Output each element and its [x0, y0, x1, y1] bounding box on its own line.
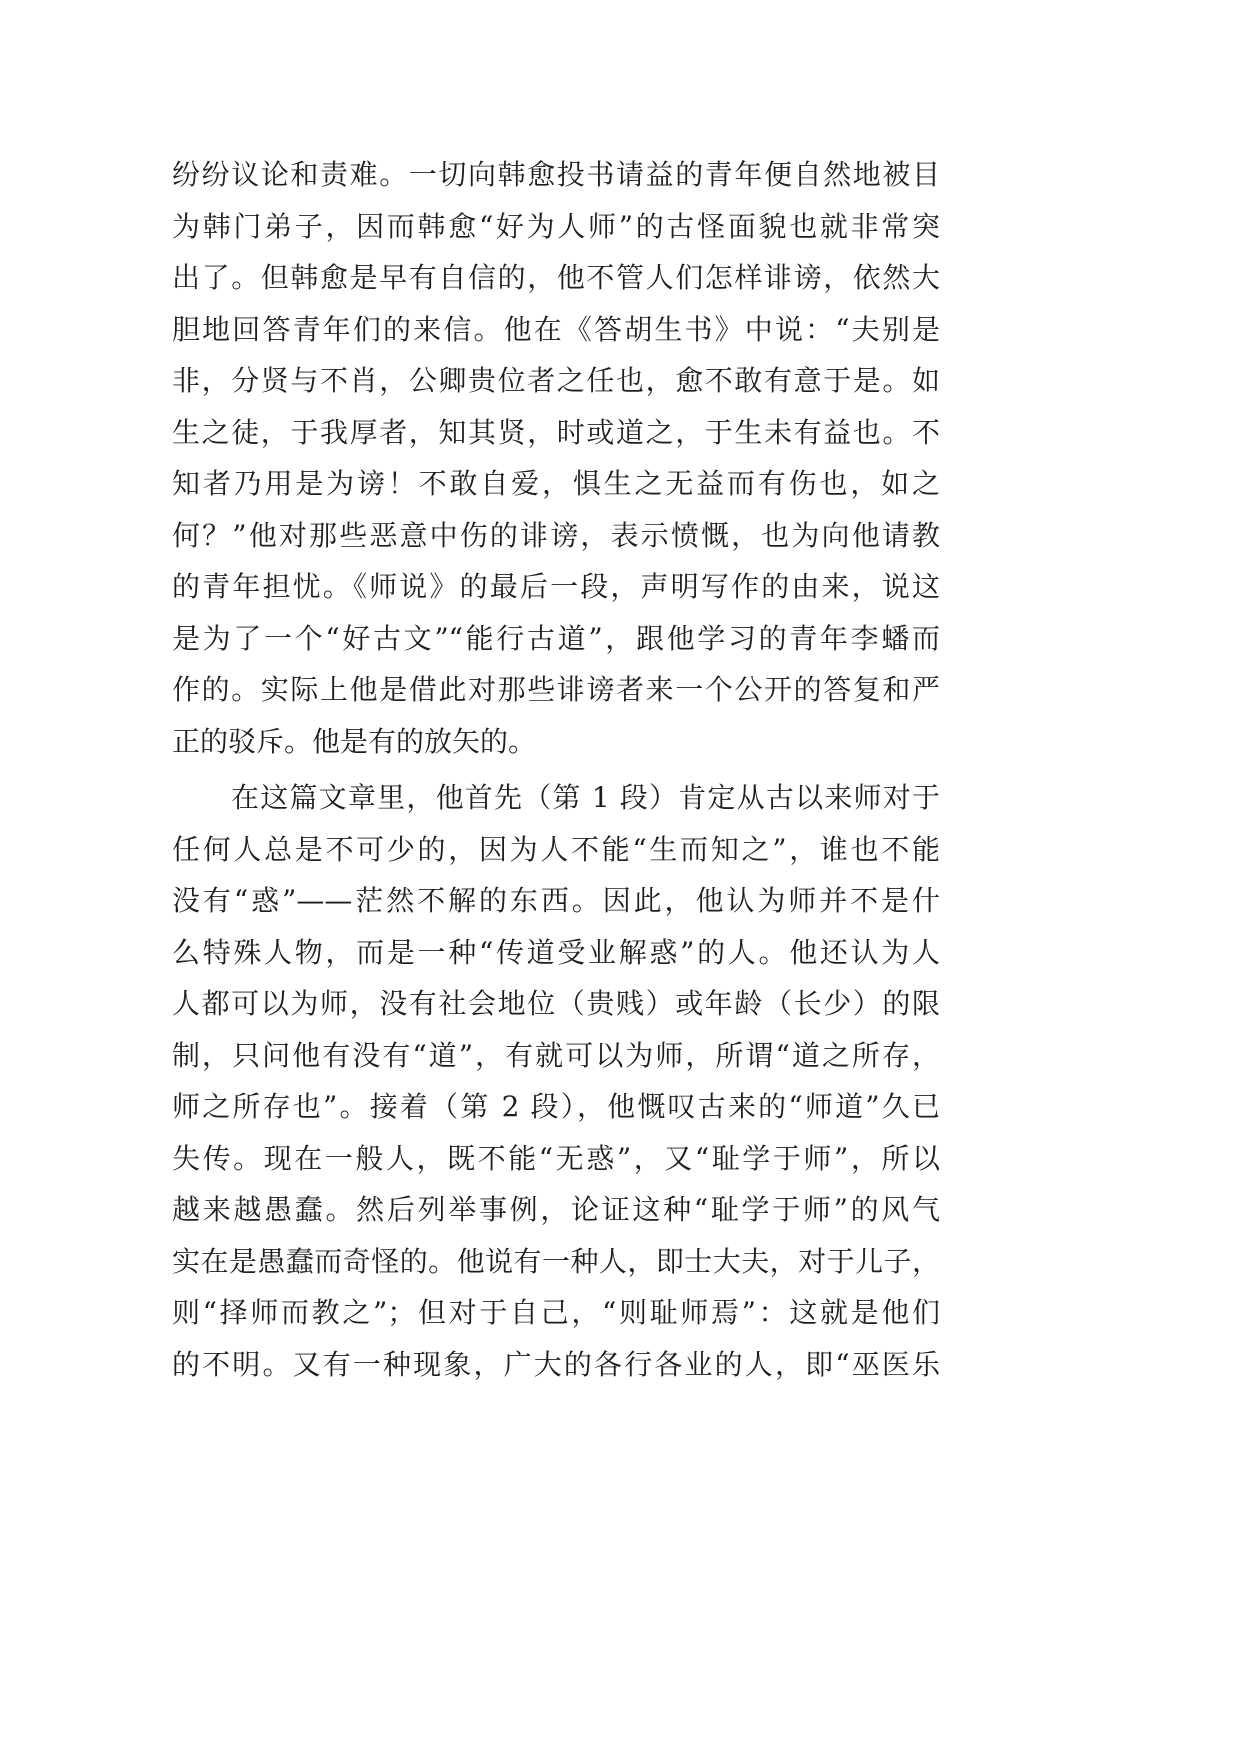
text-line: 没有“惑”——茫然不解的东西。因此，他认为师并不是什: [172, 884, 940, 917]
text-line: 失传。现在一般人，既不能“无惑”，又“耻学于师”，所以: [172, 1141, 940, 1175]
text-line: 知者乃用是为谤！不敢自爱，惧生之无益而有伤也，如之: [172, 467, 940, 500]
text-line: 胆地回答青年们的来信。他在《答胡生书》中说：“夫别是: [172, 312, 940, 346]
text-line: 师之所存也”。接着（第 2 段），他慨叹古来的“师道”久已: [172, 1090, 940, 1123]
text-line: 何？”他对那些恶意中伤的诽谤，表示愤慨，也为向他请教: [172, 518, 940, 552]
text-line: 实在是愚蠢而奇怪的。他说有一种人，即士大夫，对于儿子，: [172, 1244, 940, 1278]
text-line: 人都可以为师，没有社会地位（贵贱）或年龄（长少）的限: [172, 987, 940, 1020]
text-line: 非，分贤与不肖，公卿贵位者之任也，愈不敢有意于是。如: [172, 364, 940, 397]
text-line: 的青年担忧。《师说》的最后一段，声明写作的由来，说这: [172, 570, 940, 603]
text-line: 制，只问他有没有“道”，有就可以为师，所谓“道之所存，: [172, 1038, 940, 1072]
text-line: 是为了一个“好古文”“能行古道”，跟他学习的青年李蟠而: [172, 621, 940, 655]
text-line: 出了。但韩愈是早有自信的，他不管人们怎样诽谤，依然大: [172, 261, 940, 294]
paragraph: [172, 149, 940, 767]
paragraph: [172, 772, 940, 1390]
text-line: 在这篇文章里，他首先（第 1 段）肯定从古以来师对于: [231, 781, 940, 814]
text-line: 则“择师而教之”；但对于自己，“则耻师焉”：这就是他们: [172, 1296, 940, 1329]
text-line: 的不明。又有一种现象，广大的各行各业的人，即“巫医乐: [172, 1347, 940, 1381]
text-line: 生之徒，于我厚者，知其贤，时或道之，于生未有益也。不: [172, 415, 940, 449]
text-line: 么特殊人物，而是一种“传道受业解惑”的人。他还认为人: [172, 935, 940, 969]
document-body: [172, 149, 940, 1390]
text-line: 正的驳斥。他是有的放矢的。: [172, 724, 537, 758]
text-line: 作的。实际上他是借此对那些诽谤者来一个公开的答复和严: [172, 673, 940, 706]
text-line: 越来越愚蠢。然后列举事例，论证这种“耻学于师”的风气: [172, 1193, 940, 1226]
text-line: 为韩门弟子，因而韩愈“好为人师”的古怪面貌也就非常突: [172, 209, 940, 243]
text-line: 任何人总是不可少的，因为人不能“生而知之”，谁也不能: [172, 832, 940, 866]
text-line: 纷纷议论和责难。一切向韩愈投书请益的青年便自然地被目: [172, 158, 940, 191]
